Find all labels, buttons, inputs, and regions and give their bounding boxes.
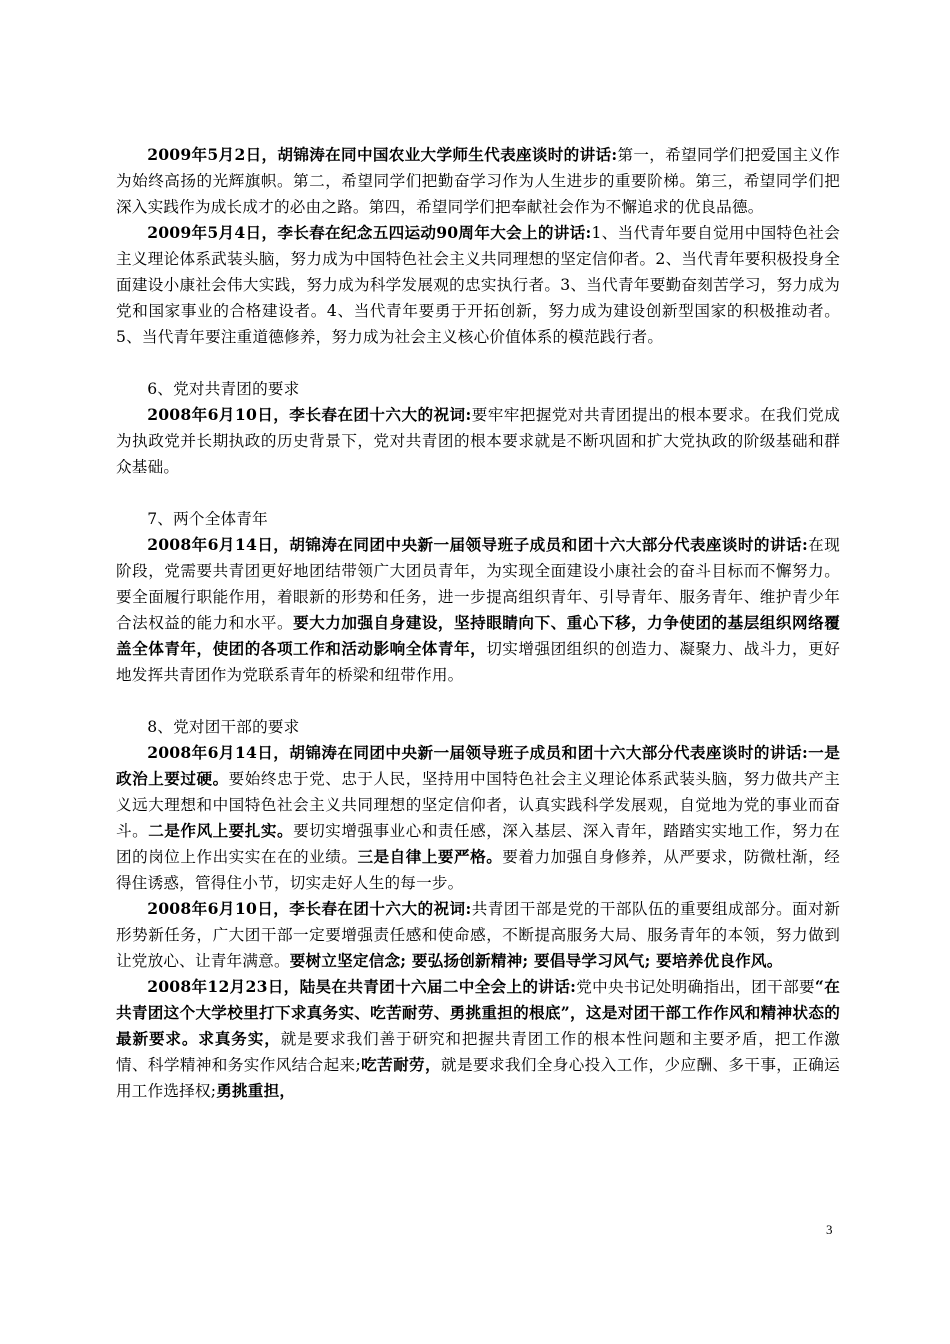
paragraph [116, 142, 840, 220]
text-run: 共青团干部是党的干部队伍的重要组成部分。面对新形势新任务，广大团干部一定要增强责任感和使命感，不断提高服务大局、服务青年的本领，努力做到让党放心、让青年满意。 [116, 900, 840, 970]
text-run: 要始终忠于党、忠于人民，坚持用中国特色社会主义理论体系武装头脑，努力做共产主义远大理想和中国特色社会主义共同理想的坚定信仰者，认真实践科学发展观，自觉地为党的事业而奋斗。 [116, 770, 840, 840]
text-run: 7、两个全体青年 [147, 510, 268, 528]
bold-run: 2009年5月4日，李长春在纪念五四运动90周年大会上的讲话: [147, 223, 592, 242]
text-run: 在现阶段，党需要共青团更好地团结带领广大团员青年，为实现全面建设小康社会的奋斗目标而不懈努力。要全面履行职能作用，着眼新的形势和任务，进一步提高组织青年、引导青年、服务青年、维护青少年合法权益的能力和水平。 [116, 536, 840, 632]
text-run: 切实增强团组织的创造力、凝聚力、战斗力，更好地发挥共青团作为党联系青年的桥梁和纽带作用。 [116, 640, 840, 684]
bold-run: 要大力加强自身建设，坚持眼睛向下、重心下移，力争使团的基层组织网络覆盖全体青年，使团的各项工作和活动影响全体青年， [116, 613, 840, 658]
paragraph [116, 220, 840, 350]
paragraph-gap [116, 688, 840, 714]
text-run: 就是要求我们全身心投入工作，少应酬、多干事，正确运用工作选择权; [116, 1056, 840, 1100]
document-body [116, 142, 840, 1104]
paragraph [116, 376, 840, 402]
text-run: 第一，希望同学们把爱国主义作为始终高扬的光辉旗帜。第二，希望同学们把勤奋学习作为人生进步的重要阶梯。第三，希望同学们把深入实践作为成长成才的必由之路。第四，希望同学们把奉献社会作为不懈追求的优良品德。 [116, 146, 840, 216]
bold-run: 2008年6月14日，胡锦涛在同团中央新一届领导班子成员和团十六大部分代表座谈时的讲话: [147, 535, 808, 554]
bold-run: 吃苦耐劳， [360, 1055, 441, 1074]
paragraph [116, 532, 840, 688]
paragraph [116, 402, 840, 480]
bold-run: 2008年6月14日，胡锦涛在同团中央新一届领导班子成员和团十六大部分代表座谈时的讲话:一是政治上要过硬。 [116, 743, 840, 788]
bold-run: “在共青团这个大学校里打下求真务实、吃苦耐劳、勇挑重担的根底”，这是对团干部工作作风和精神状态的最新要求。求真务实， [116, 977, 840, 1048]
page-number: 3 [826, 1222, 833, 1237]
bold-run: 2008年6月10日，李长春在团十六大的祝词: [147, 899, 472, 918]
paragraph [116, 896, 840, 974]
paragraph [116, 740, 840, 896]
bold-run: 二是作风上要扎实。 [148, 821, 294, 840]
bold-run: 三是自律上要严格。 [357, 847, 503, 866]
text-run: 要牢牢把握党对共青团提出的根本要求。在我们党成为执政党并长期执政的历史背景下，党对共青团的根本要求就是不断巩固和扩大党执政的阶级基础和群众基础。 [116, 406, 840, 476]
bold-run: 2008年6月10日，李长春在团十六大的祝词: [147, 405, 472, 424]
paragraph-gap [116, 350, 840, 376]
paragraph [116, 714, 840, 740]
text-run: 要切实增强事业心和责任感，深入基层、深入青年，踏踏实实地工作，努力在团的岗位上作出实实在在的业绩。 [116, 822, 840, 866]
paragraph [116, 974, 840, 1104]
bold-run: 2009年5月2日，胡锦涛在同中国农业大学师生代表座谈时的讲话: [147, 145, 618, 164]
text-run: 就是要求我们善于研究和把握共青团工作的根本性问题和主要矛盾，把工作激情、科学精神和务实作风结合起来; [116, 1030, 840, 1074]
bold-run: 勇挑重担， [216, 1081, 296, 1100]
text-run: 8、党对团干部的要求 [147, 718, 300, 736]
text-run: 党中央书记处明确指出，团干部要 [576, 978, 815, 996]
bold-run: 2008年12月23日，陆昊在共青团十六届二中全会上的讲话: [147, 977, 577, 996]
bold-run: 要树立坚定信念; 要弘扬创新精神; 要倡导学习风气; 要培养优良作风。 [289, 951, 783, 970]
paragraph [116, 506, 840, 532]
text-run: 6、党对共青团的要求 [147, 380, 300, 398]
text-run: 1、当代青年要自觉用中国特色社会主义理论体系武装头脑，努力成为中国特色社会主义共同理想的坚定信仰者。2、当代青年要积极投身全面建设小康社会伟大实践，努力成为科学发展观的忠实执行者。3、当代青年要勤奋刻苦学习，努力成为党和国家事业的合格建设者。4、当代青年要勇于开拓创新，努力成为建设创新型国家的积极推动者。5、当代青年要注重道德修养，努力成为社会主义核心价值体系的模范践行者。 [116, 224, 840, 346]
paragraph-gap [116, 480, 840, 506]
text-run: 要着力加强自身修养，从严要求，防微杜渐，经得住诱惑，管得住小节，切实走好人生的每一步。 [116, 848, 840, 892]
